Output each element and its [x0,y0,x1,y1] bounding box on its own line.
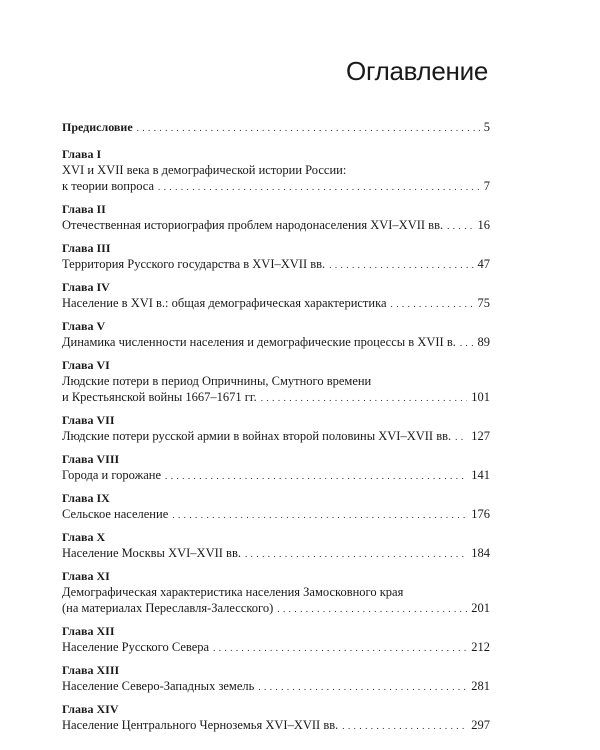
dot-leader [342,718,467,734]
dot-leader [391,296,474,312]
page-number: 176 [471,507,490,521]
chapter-title-line: и Крестьянской войны 1667–1671 гг. [62,390,257,404]
chapter-title-line: Население Северо-Западных земель [62,679,255,693]
chapter-label: Глава VI [62,358,110,372]
toc-entry-chapter[interactable] [62,490,490,523]
chapter-title-line: Отечественная историография проблем народонаселения XVI–XVII вв. [62,218,444,232]
page-number: 281 [471,679,490,693]
toc-entry-chapter[interactable] [62,240,490,273]
toc-line [62,506,490,523]
toc-line [62,295,490,312]
toc-entry-chapter[interactable] [62,279,490,312]
page-number: 297 [471,718,490,732]
toc-entry-preface[interactable] [62,119,490,136]
dot-leader [213,640,467,656]
page-number: 75 [477,296,490,310]
dot-leader [329,257,473,273]
dot-leader [165,468,467,484]
toc-entry-chapter[interactable] [62,412,490,445]
toc-line [62,389,490,406]
toc-entry-chapter[interactable] [62,357,490,406]
toc-line [62,428,490,445]
chapter-title-line: Сельское население [62,507,169,521]
chapter-label: Глава VII [62,413,115,427]
toc-entry-chapter[interactable] [62,662,490,695]
dot-leader [137,120,480,136]
toc-entry-chapter[interactable] [62,451,490,484]
chapter-label: Глава XI [62,569,110,583]
chapter-title-line: Территория Русского государства в XVI–XVII вв. [62,257,326,271]
chapter-label: Глава IV [62,280,110,294]
page-number: 101 [471,390,490,404]
chapter-label: Глава XIV [62,702,119,716]
dot-leader [158,179,480,195]
chapter-label: Глава XII [62,624,115,638]
toc-entry-chapter[interactable] [62,318,490,351]
dot-leader [460,335,474,351]
dot-leader [261,390,467,406]
dot-leader [245,546,467,562]
toc-line [62,256,490,273]
toc-entry-chapter[interactable] [62,529,490,562]
chapter-title-line: Людские потери русской армии в войнах второй половины XVI–XVII вв. [62,429,452,443]
table-of-contents [62,119,490,740]
dot-leader [277,601,467,617]
toc-line [62,678,490,695]
page-number: 212 [471,640,490,654]
chapter-title-line: (на материалах Переславля-Залесского) [62,601,274,615]
toc-line [62,119,490,136]
chapter-label: Глава IX [62,491,110,505]
dot-leader [172,507,467,523]
toc-line [62,334,490,351]
toc-entry-chapter[interactable] [62,201,490,234]
page-number: 89 [477,335,490,349]
chapter-title-line: Города и горожане [62,468,162,482]
toc-line [62,217,490,234]
page-title: Оглавление [346,56,488,86]
chapter-label: Глава II [62,202,106,216]
chapter-list [62,146,490,734]
toc-entry-chapter[interactable] [62,701,490,734]
chapter-title-line: Население в XVI в.: общая демографическая характеристика [62,296,387,310]
dot-leader [447,218,473,234]
chapter-label: Глава XIII [62,663,120,677]
toc-line [62,467,490,484]
toc-line [62,600,490,617]
toc-line [62,639,490,656]
chapter-label: Глава VIII [62,452,120,466]
toc-line [62,717,490,734]
preface-title: Предисловие [62,120,133,134]
page-number: 7 [483,179,490,193]
chapter-title-line: Демографическая характеристика населения Замосковного края [62,585,404,599]
chapter-title-line: Население Москвы XVI–XVII вв. [62,546,241,560]
chapter-label: Глава I [62,147,102,161]
chapter-title-line: Динамика численности населения и демографические процессы в XVII в. [62,335,456,349]
chapter-title-line: XVI и XVII века в демографической истории России: [62,163,347,177]
toc-line [62,178,490,195]
chapter-label: Глава V [62,319,106,333]
toc-entry-chapter[interactable] [62,146,490,195]
dot-leader [258,679,467,695]
page-number: 201 [471,601,490,615]
chapter-label: Глава X [62,530,106,544]
chapter-title-line: к теории вопроса [62,179,155,193]
toc-line [62,545,490,562]
page-number: 141 [471,468,490,482]
chapter-label: Глава III [62,241,111,255]
chapter-title-line: Людские потери в период Опричнины, Смутного времени [62,374,372,388]
chapter-title-line: Население Центрального Черноземья XVI–XVII вв. [62,718,339,732]
page-number: 5 [483,120,490,134]
page-number: 47 [477,257,490,271]
page-number: 127 [471,429,490,443]
dot-leader [455,429,467,445]
page-number: 184 [471,546,490,560]
chapter-title-line: Население Русского Севера [62,640,210,654]
toc-entry-chapter[interactable] [62,568,490,617]
toc-entry-chapter[interactable] [62,623,490,656]
page-number: 16 [477,218,490,232]
